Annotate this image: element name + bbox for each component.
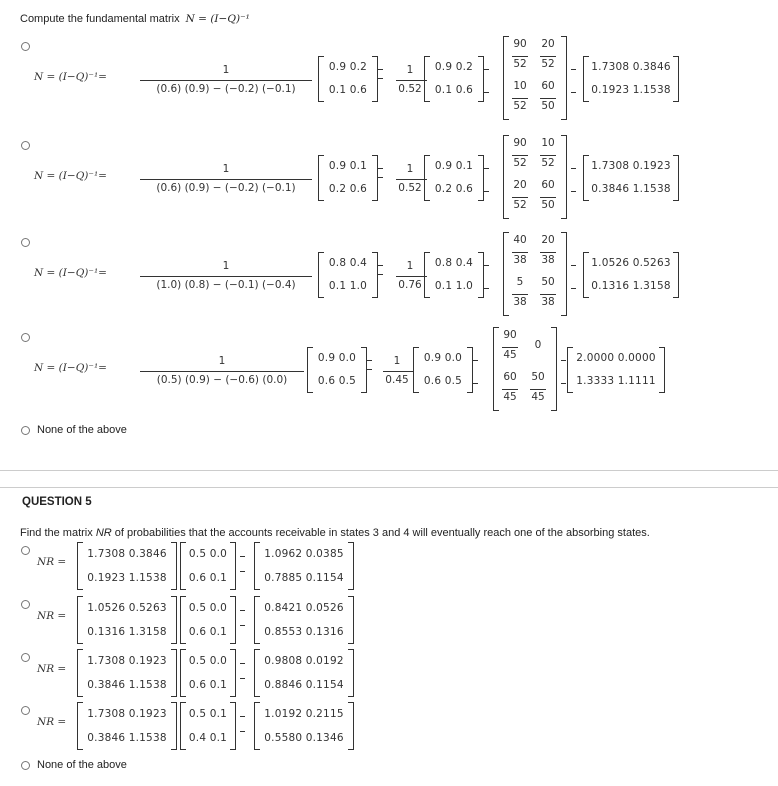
- q4-opt1-lhs: N = (I−Q)⁻¹=: [34, 71, 107, 83]
- q5-opt4-n-matrix-row: 1.7308 0.1923: [87, 707, 167, 720]
- q4-opt4-fm-num: 50: [531, 371, 545, 383]
- q4-opt1-fm-right-bracket: [561, 36, 567, 120]
- q4-opt2-matrix-a-row: 0.2 0.6: [328, 183, 368, 195]
- q5-opt4-r-matrix-row: 0.5 0.1: [188, 707, 228, 720]
- q4-opt2-fm-num: 20: [513, 179, 527, 191]
- q5-opt2-lhs: NR =: [37, 610, 67, 622]
- q4-opt4-matrix-b-row: 0.9 0.0: [423, 352, 463, 364]
- q5-opt4-n-matrix-row: 0.3846 1.1538: [87, 731, 167, 744]
- q5-opt3-result-matrix-row: 0.9808 0.0192: [264, 654, 344, 667]
- q4-opt2-num: 1: [222, 163, 230, 175]
- q4-opt2-fm-num: 90: [513, 137, 527, 149]
- q4-opt2-scalar-num: 1: [406, 163, 414, 175]
- q5-opt3-r-matrix-row: 0.5 0.0: [188, 654, 228, 667]
- q4-opt1-fm-den: 52: [513, 58, 527, 70]
- q4-opt1-fm-den: 50: [541, 100, 555, 112]
- q4-opt3-scalar-num: 1: [406, 260, 414, 272]
- q4-opt4-fm-line: [502, 347, 518, 348]
- q4-opt3-fm-den: 38: [513, 254, 527, 266]
- q4-opt4-fraction-matrix: [493, 327, 557, 411]
- q5-opt2-r-matrix-row: 0.6 0.1: [188, 625, 228, 638]
- q4-opt2-fm-line: [512, 155, 528, 156]
- q5-opt4-r-matrix-row: 0.4 0.1: [188, 731, 228, 744]
- q4-opt1-eq3: [571, 69, 576, 93]
- q4-opt4-matrix-a-row: 0.9 0.0: [317, 352, 357, 364]
- q4-opt2-fm-den: 50: [541, 199, 555, 211]
- q4-opt4-scalar-line: [383, 371, 414, 372]
- q4-opt4-fm-num: 90: [503, 329, 517, 341]
- q4-opt4-eq1: [367, 360, 372, 370]
- q5-opt1-eq: [240, 556, 245, 572]
- q4-opt2-matrix-a: [318, 155, 378, 201]
- q4-opt1-matrix-b: [424, 56, 484, 102]
- q4-opt3-radio[interactable]: [21, 238, 30, 247]
- q5-opt2-result-matrix-row: 0.8553 0.1316: [264, 625, 344, 638]
- q4-opt3-scalar-den: 0.76: [398, 279, 422, 291]
- q4-opt3-fm-num: 40: [513, 234, 527, 246]
- q4-opt4-fm-den: 45: [503, 391, 517, 403]
- q4-opt4-lhs: N = (I−Q)⁻¹=: [34, 362, 107, 374]
- q4-opt3-matrix-a-row: 0.1 1.0: [328, 280, 368, 292]
- q5-none-label: None of the above: [37, 759, 127, 771]
- q4-opt2-fraction-matrix: [503, 135, 567, 219]
- q5-opt3-lhs: NR =: [37, 663, 67, 675]
- q4-opt1-fm-line: [540, 56, 556, 57]
- q4-opt3-eq3: [571, 265, 576, 289]
- q4-opt1-scalar-line: [396, 80, 427, 81]
- q4-opt1-result-matrix-row: 1.7308 0.3846: [591, 61, 671, 73]
- q5-opt3-n-matrix-row: 0.3846 1.1538: [87, 678, 167, 691]
- q4-opt4-den: (0.5) (0.9) − (−0.6) (0.0): [156, 374, 288, 386]
- q5-opt3-r-matrix-row: 0.6 0.1: [188, 678, 228, 691]
- q4-opt2-fm-num: 10: [541, 137, 555, 149]
- q4-opt4-result-matrix-row: 1.3333 1.1111: [576, 375, 656, 387]
- q4-opt3-den: (1.0) (0.8) − (−0.1) (−0.4): [156, 279, 296, 291]
- q4-opt1-eq2: [484, 69, 489, 93]
- q4-opt3-scalar-line: [396, 276, 427, 277]
- q4-opt2-fm-num: 60: [541, 179, 555, 191]
- q5-opt3-n-matrix: [77, 649, 177, 697]
- q4-opt2-fm-den: 52: [513, 157, 527, 169]
- q4-opt4-fm-right-bracket: [551, 327, 557, 411]
- q5-opt2-eq: [240, 610, 245, 626]
- q4-opt3-fm-num: 5: [516, 276, 524, 288]
- q5-radio-none[interactable]: [21, 761, 30, 770]
- q4-opt2-eq1: [378, 168, 383, 178]
- q4-opt3-eq1: [378, 265, 383, 275]
- q4-opt2-result-matrix-row: 0.3846 1.1538: [591, 183, 671, 195]
- section-divider-top: [0, 470, 778, 471]
- q5-opt2-r-matrix: [180, 596, 236, 644]
- q4-opt3-fm-num: 20: [541, 234, 555, 246]
- q4-opt2-radio[interactable]: [21, 141, 30, 150]
- q5-opt4-radio[interactable]: [21, 706, 30, 715]
- q4-opt4-scalar-num: 1: [393, 355, 401, 367]
- q5-heading: QUESTION 5: [22, 496, 92, 508]
- q5-opt3-eq: [240, 663, 245, 679]
- q4-opt3-fm-right-bracket: [561, 232, 567, 316]
- q5-opt1-radio[interactable]: [21, 546, 30, 555]
- q4-opt1-fm-den: 52: [513, 100, 527, 112]
- q4-opt2-fm-den: 52: [513, 199, 527, 211]
- q4-opt3-result-matrix-row: 0.1316 1.3158: [591, 280, 671, 292]
- q4-opt3-num: 1: [222, 260, 230, 272]
- q4-opt1-result-matrix: [583, 56, 679, 102]
- q5-opt4-result-matrix-row: 1.0192 0.2115: [264, 707, 344, 720]
- q4-opt1-fm-den: 52: [541, 58, 555, 70]
- q5-opt2-r-matrix-row: 0.5 0.0: [188, 601, 228, 614]
- q4-opt1-matrix-b-row: 0.1 0.6: [434, 84, 474, 96]
- q4-opt1-eq1: [378, 69, 383, 79]
- q5-opt3-result-matrix: [254, 649, 354, 697]
- q4-opt4-matrix-a: [307, 347, 367, 393]
- q4-opt3-fm-line: [512, 252, 528, 253]
- q4-opt3-fm-den: 38: [513, 296, 527, 308]
- q4-opt1-result-matrix-row: 0.1923 1.1538: [591, 84, 671, 96]
- q4-opt2-matrix-b: [424, 155, 484, 201]
- q4-opt4-fm-den: 45: [531, 391, 545, 403]
- q4-opt2-den: (0.6) (0.9) − (−0.2) (−0.1): [156, 182, 296, 194]
- q5-opt4-result-matrix: [254, 702, 354, 750]
- q5-opt2-n-matrix: [77, 596, 177, 644]
- q5-opt1-lhs: NR =: [37, 556, 67, 568]
- q4-opt2-matrix-a-row: 0.9 0.1: [328, 160, 368, 172]
- q4-opt2-scalar-line: [396, 179, 427, 180]
- q4-opt3-fraction-matrix: [503, 232, 567, 316]
- q5-opt1-result-matrix-row: 0.7885 0.1154: [264, 571, 344, 584]
- q4-opt4-result-matrix-row: 2.0000 0.0000: [576, 352, 656, 364]
- q4-opt3-fm-line: [540, 252, 556, 253]
- q4-opt2-scalar-den: 0.52: [398, 182, 422, 194]
- q4-opt2-fm-den: 52: [541, 157, 555, 169]
- q5-opt2-radio[interactable]: [21, 600, 30, 609]
- q4-opt4-matrix-b-row: 0.6 0.5: [423, 375, 463, 387]
- q5-prompt: Find the matrix NR of probabilities that the accounts receivable in states 3 and 4 will eventually reach one of the absorbing states.: [20, 527, 650, 539]
- q4-opt2-eq2: [484, 168, 489, 192]
- q4-opt3-fm-num: 50: [541, 276, 555, 288]
- q4-opt1-fm-line: [512, 56, 528, 57]
- q4-none-label: None of the above: [37, 424, 127, 436]
- q5-opt1-r-matrix-row: 0.6 0.1: [188, 571, 228, 584]
- q5-opt1-r-matrix-row: 0.5 0.0: [188, 547, 228, 560]
- q4-opt1-den: (0.6) (0.9) − (−0.2) (−0.1): [156, 83, 296, 95]
- q4-opt1-fm-line: [512, 98, 528, 99]
- q4-opt3-matrix-a-row: 0.8 0.4: [328, 257, 368, 269]
- q4-opt1-frac-line: [140, 80, 312, 81]
- q4-opt2-fm-line: [540, 155, 556, 156]
- q4-opt3-result-matrix: [583, 252, 679, 298]
- q5-opt4-eq: [240, 716, 245, 732]
- q5-opt1-r-matrix: [180, 542, 236, 590]
- q4-opt2-fm-line: [540, 197, 556, 198]
- q4-opt4-eq2: [473, 360, 478, 384]
- q4-opt2-fm-right-bracket: [561, 135, 567, 219]
- q4-opt1-fm-num: 90: [513, 38, 527, 50]
- q4-prompt-math: N = (I−Q)⁻¹: [185, 13, 250, 25]
- q4-opt1-matrix-a: [318, 56, 378, 102]
- q4-opt3-eq2: [484, 265, 489, 289]
- q4-opt3-matrix-b-row: 0.8 0.4: [434, 257, 474, 269]
- q5-opt1-n-matrix-row: 0.1923 1.1538: [87, 571, 167, 584]
- q4-opt1-matrix-a-row: 0.1 0.6: [328, 84, 368, 96]
- q5-opt1-result-matrix: [254, 542, 354, 590]
- q4-opt1-num: 1: [222, 64, 230, 76]
- q5-opt1-result-matrix-row: 1.0962 0.0385: [264, 547, 344, 560]
- q4-opt4-radio[interactable]: [21, 333, 30, 342]
- q4-opt4-result-matrix: [567, 347, 665, 393]
- q5-opt4-result-matrix-row: 0.5580 0.1346: [264, 731, 344, 744]
- q4-opt4-matrix-a-row: 0.6 0.5: [317, 375, 357, 387]
- q4-opt1-radio[interactable]: [21, 42, 30, 51]
- q4-opt2-matrix-b-row: 0.2 0.6: [434, 183, 474, 195]
- q5-opt1-n-matrix-row: 1.7308 0.3846: [87, 547, 167, 560]
- q4-opt4-fm-line: [530, 389, 546, 390]
- q4-opt2-frac-line: [140, 179, 312, 180]
- q5-opt2-n-matrix-row: 1.0526 0.5263: [87, 601, 167, 614]
- q4-opt1-fm-num: 60: [541, 80, 555, 92]
- q4-opt3-matrix-a: [318, 252, 378, 298]
- q4-opt1-fm-num: 20: [541, 38, 555, 50]
- q4-opt3-fm-line: [540, 294, 556, 295]
- q5-opt4-r-matrix: [180, 702, 236, 750]
- q4-opt1-fm-num: 10: [513, 80, 527, 92]
- q4-opt4-eq3: [561, 360, 566, 384]
- q4-opt4-matrix-b: [413, 347, 473, 393]
- q4-opt3-fm-den: 38: [541, 254, 555, 266]
- q4-opt3-matrix-b-row: 0.1 1.0: [434, 280, 474, 292]
- q5-opt4-n-matrix: [77, 702, 177, 750]
- q4-opt1-matrix-b-row: 0.9 0.2: [434, 61, 474, 73]
- q4-opt3-lhs: N = (I−Q)⁻¹=: [34, 267, 107, 279]
- q4-opt3-fm-line: [512, 294, 528, 295]
- q5-opt2-result-matrix-row: 0.8421 0.0526: [264, 601, 344, 614]
- q4-opt1-fraction-matrix: [503, 36, 567, 120]
- q4-opt4-frac-line: [140, 371, 304, 372]
- q5-opt3-result-matrix-row: 0.8846 0.1154: [264, 678, 344, 691]
- q4-opt2-lhs: N = (I−Q)⁻¹=: [34, 170, 107, 182]
- q4-opt2-matrix-b-row: 0.9 0.1: [434, 160, 474, 172]
- q4-opt2-fm-line: [512, 197, 528, 198]
- q4-opt4-num: 1: [218, 355, 226, 367]
- q4-opt3-result-matrix-row: 1.0526 0.5263: [591, 257, 671, 269]
- q4-opt1-matrix-a-row: 0.9 0.2: [328, 61, 368, 73]
- q4-opt4-fm-den: 45: [503, 349, 517, 361]
- q4-opt1-fm-line: [540, 98, 556, 99]
- q4-opt4-fm-num: 0: [534, 339, 542, 351]
- q4-opt1-scalar-num: 1: [406, 64, 414, 76]
- q4-opt1-scalar-den: 0.52: [398, 83, 422, 95]
- q5-opt4-lhs: NR =: [37, 716, 67, 728]
- q5-opt2-n-matrix-row: 0.1316 1.3158: [87, 625, 167, 638]
- q4-opt2-eq3: [571, 168, 576, 192]
- q4-opt4-fm-line: [502, 389, 518, 390]
- q4-prompt: Compute the fundamental matrix N = (I−Q)⁻¹: [20, 13, 250, 25]
- q4-opt4-scalar-den: 0.45: [385, 374, 409, 386]
- q4-opt3-matrix-b: [424, 252, 484, 298]
- section-divider-bottom: [0, 487, 778, 488]
- q4-opt3-frac-line: [140, 276, 312, 277]
- q4-radio-none[interactable]: [21, 426, 30, 435]
- q4-opt4-fm-num: 60: [503, 371, 517, 383]
- q4-opt3-fm-den: 38: [541, 296, 555, 308]
- q4-opt2-result-matrix-row: 1.7308 0.1923: [591, 160, 671, 172]
- q5-opt1-n-matrix: [77, 542, 177, 590]
- q5-opt3-r-matrix: [180, 649, 236, 697]
- q5-opt3-n-matrix-row: 1.7308 0.1923: [87, 654, 167, 667]
- q5-opt2-result-matrix: [254, 596, 354, 644]
- q4-opt2-result-matrix: [583, 155, 679, 201]
- q5-opt3-radio[interactable]: [21, 653, 30, 662]
